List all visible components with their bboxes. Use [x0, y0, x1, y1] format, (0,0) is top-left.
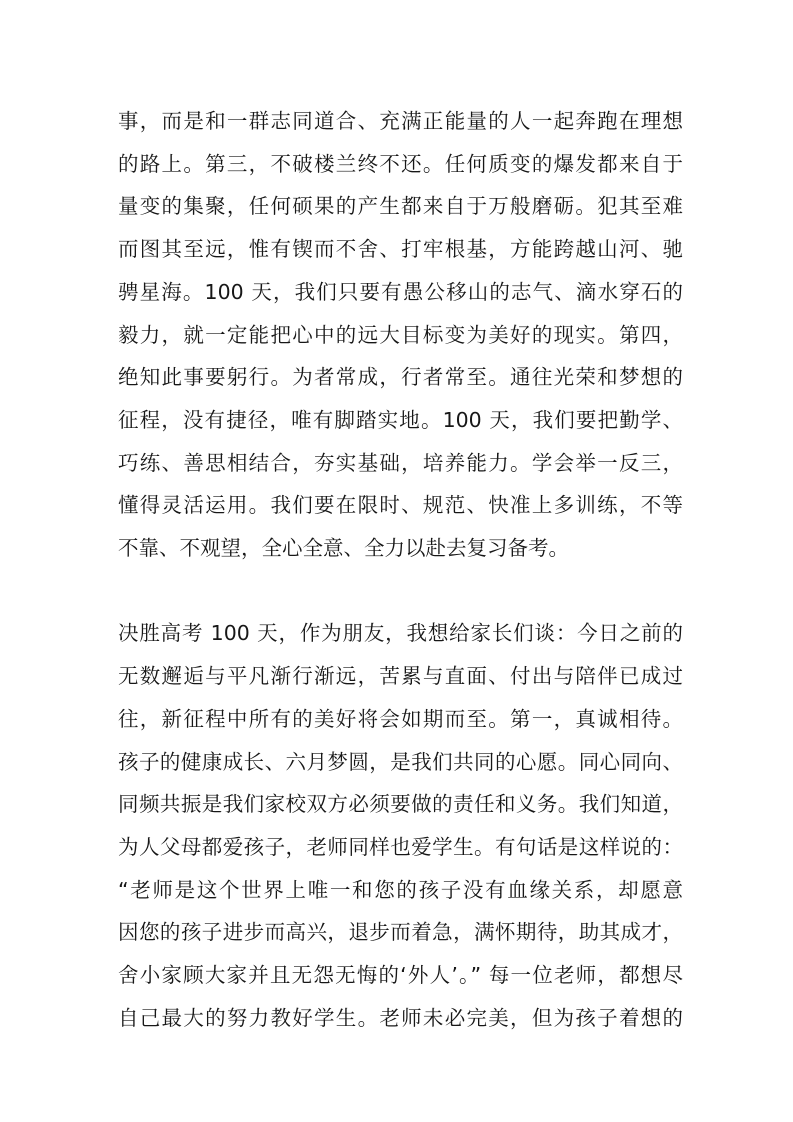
- text-line: 巧练、善思相结合，夯实基础，培养能力。学会举一反三，: [118, 450, 683, 475]
- text-line: 无数邂逅与平凡渐行渐远，苦累与直面、付出与陪伴已成过: [118, 664, 683, 689]
- text-line: 懂得灵活运用。我们要在限时、规范、快准上多训练，不等: [118, 493, 683, 518]
- paragraph: [118, 100, 683, 570]
- text-line: 的路上。第三，不破楼兰终不还。任何质变的爆发都来自于: [118, 151, 683, 176]
- text-line: 往，新征程中所有的美好将会如期而至。第一，真诚相待。: [118, 706, 683, 731]
- text-line: 舍小家顾大家并且无怨无悔的‘外人’。” 每一位老师，都想尽: [118, 963, 683, 988]
- text-line: 骋星海。100 天，我们只要有愚公移山的志气、滴水穿石的: [118, 279, 683, 304]
- text-line: 而图其至远，惟有锲而不舍、打牢根基，方能跨越山河、驰: [118, 237, 683, 262]
- text-line: 征程，没有捷径，唯有脚踏实地。100 天，我们要把勤学、: [118, 407, 683, 432]
- text-line: 量变的集聚，任何硕果的产生都来自于万般磨砺。犯其至难: [118, 194, 683, 219]
- text-line: 不靠、不观望，全心全意、全力以赴去复习备考。: [118, 536, 569, 561]
- text-line: 同频共振是我们家校双方必须要做的责任和义务。我们知道，: [118, 792, 683, 817]
- text-line: 决胜高考 100 天，作为朋友，我想给家长们谈：今日之前的: [118, 621, 683, 646]
- text-line: 为人父母都爱孩子，老师同样也爱学生。有句话是这样说的：: [118, 834, 683, 859]
- text-line: 因您的孩子进步而高兴，退步而着急，满怀期待，助其成才，: [118, 920, 683, 945]
- paragraph: [118, 612, 683, 1039]
- text-line: 孩子的健康成长、六月梦圆，是我们共同的心愿。同心同向、: [118, 749, 683, 774]
- text-line: “老师是这个世界上唯一和您的孩子没有血缘关系，却愿意: [118, 877, 683, 902]
- document-content: [118, 100, 683, 1039]
- text-line: 毅力，就一定能把心中的远大目标变为美好的现实。第四，: [118, 322, 683, 347]
- text-line: 自己最大的努力教好学生。老师未必完美，但为孩子着想的: [118, 1005, 683, 1030]
- text-line: 事，而是和一群志同道合、充满正能量的人一起奔跑在理想: [118, 109, 683, 133]
- text-line: 绝知此事要躬行。为者常成，行者常至。通往光荣和梦想的: [118, 365, 683, 390]
